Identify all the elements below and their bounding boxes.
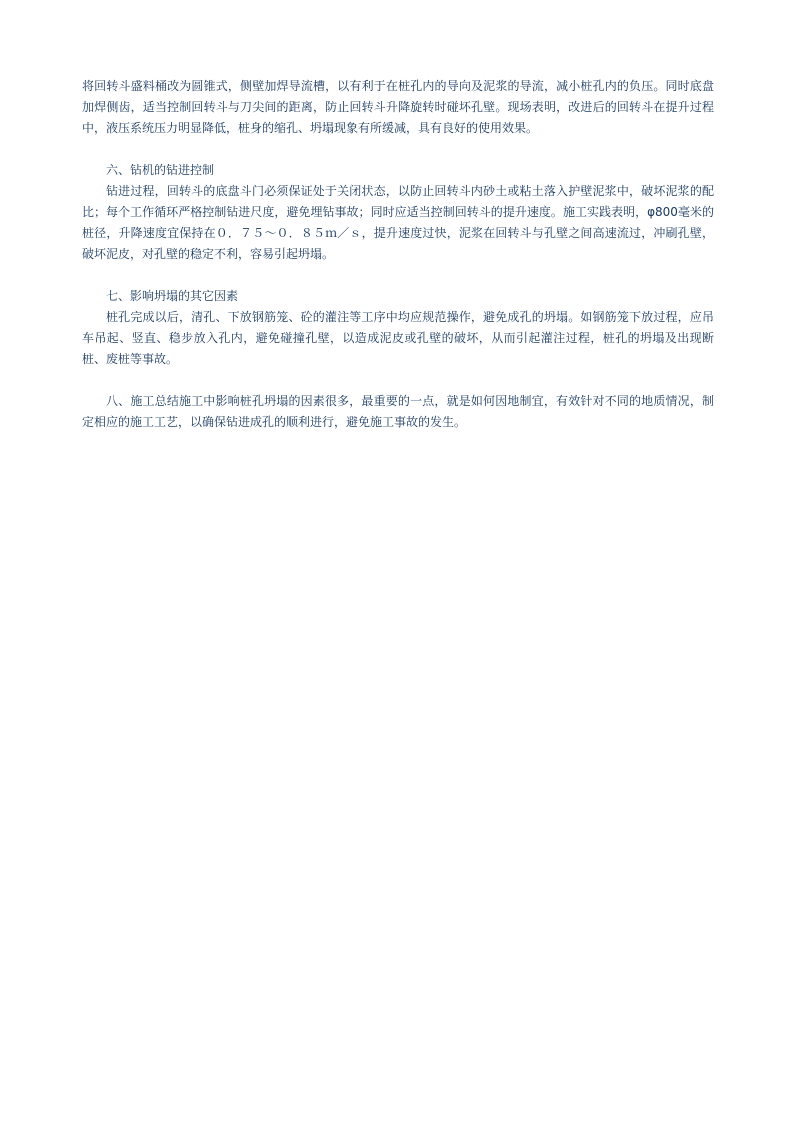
document-body (82, 76, 714, 433)
intro-paragraph: 将回转斗盛料桶改为圆锥式，侧壁加焊导流槽，以有利于在桩孔内的导向及泥浆的导流，减小桩孔内的负压。同时底盘加焊侧齿，适当控制回转斗与刀尖间的距离，防止回转斗升降旋转时碰坏孔壁。现场表明，改进后的回转斗在提升过程中，液压系统压力明显降低，桩身的缩孔、坍塌现象有所缓减，具有良好的使用效果。 (82, 79, 714, 135)
section-paragraph: 钻进过程，回转斗的底盘斗门必须保证处于关闭状态，以防止回转斗内砂土或粘土落入护壁泥浆中，破坏泥浆的配比；每个工作循环严格控制钻进尺度，避免埋钻事故；同时应适当控制回转斗的提升速度。施工实践表明，φ800毫米的桩径，升降速度宜保持在０．７５～０．８５ｍ／ｓ，提升速度过快，泥浆在回转斗与孔壁之间高速流过，冲刷孔壁，破坏泥皮，对孔壁的稳定不利，容易引起坍塌。 (82, 184, 714, 261)
section-heading: 七、影响坍塌的其它因素 (106, 289, 239, 303)
section-other-factors (82, 286, 714, 370)
conclusion-paragraph: 八、施工总结施工中影响桩孔坍塌的因素很多，最重要的一点，就是如何因地制宜，有效针对不同的地质情况，制定相应的施工工艺，以确保钻进成孔的顺利进行，避免施工事故的发生。 (82, 394, 714, 429)
section-paragraph: 桩孔完成以后，清孔、下放钢筋笼、砼的灌注等工序中均应规范操作，避免成孔的坍塌。如钢筋笼下放过程，应吊车吊起、竖直、稳步放入孔内，避免碰撞孔壁，以造成泥皮或孔壁的破坏，从而引起灌注过程，桩孔的坍塌及出现断桩、废桩等事故。 (82, 310, 714, 366)
section-conclusion (82, 391, 714, 433)
section-drilling-control (82, 160, 714, 265)
section-heading: 六、钻机的钻进控制 (106, 163, 215, 177)
